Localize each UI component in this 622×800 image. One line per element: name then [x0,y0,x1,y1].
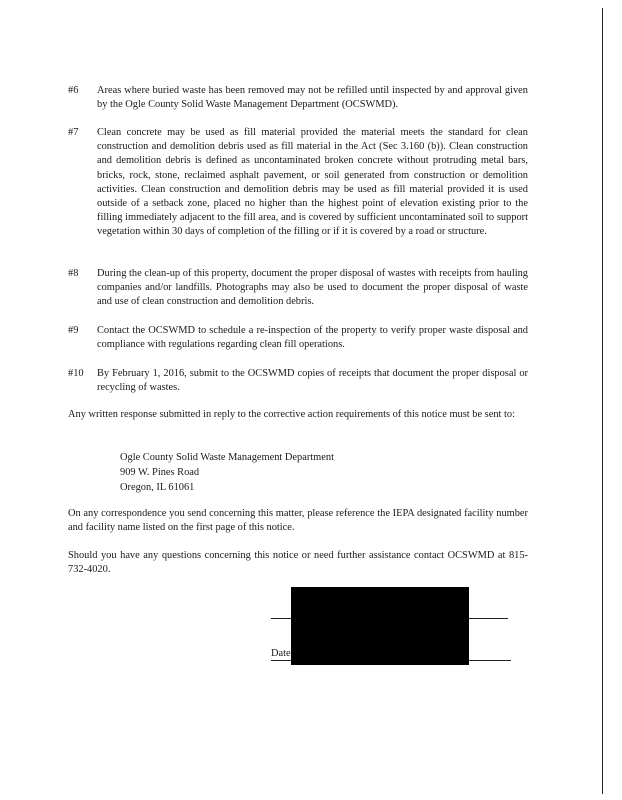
item-number: #7 [68,127,79,138]
response-note: Any written response submitted in reply to the corrective action requirements of this notice must be sent to: [68,409,515,420]
item-text: By February 1, 2016, submit to the OCSWMD copies of receipts that document the proper disposal or recycling of wastes. [97,368,528,394]
corrective-item-6 [68,84,528,112]
item-text: Clean concrete may be used as fill material provided the material meets the standard for clean construction and demolition debris used as fill material in the Act (Sec 3.160 (b)). Clean construction and demolition debris is defined as uncontaminated broken concrete without protruding metal bars, bricks, rock, stone, reclaimed asphalt pavement, or soil generated from construction or demolition activities. Clean construction and demolition debris may be used as fill material provided it is used outside of a setback zone, placed no higher than the highest point of elevation existing prior to the filling immediately adjacent to the fill area, and is covered by sufficient uncontaminated soil to support vegetation within 30 days of completion of the filling or if it is covered by a road or structure. [97,127,528,238]
corrective-item-8 [68,267,528,310]
item-text: During the clean-up of this property, document the proper disposal of wastes with receipts from hauling companies and/or landfills. Photographs may also be used to document the proper disposal of waste and use of clean construction and demolition debris. [97,268,529,308]
address-line-1: Ogle County Solid Waste Management Department [120,452,334,463]
corrective-item-7 [68,126,528,240]
address-line-2: 909 W. Pines Road [120,467,200,478]
correspondence-note: On any correspondence you send concerning this matter, please reference the IEPA designated facility number and facility name listed on the first page of this notice. [68,508,528,534]
item-text: Contact the OCSWMD to schedule a re-inspection of the property to verify proper waste disposal and compliance with regulations regarding clean fill operations. [97,325,528,351]
item-number: #10 [68,368,84,379]
page-edge-rule [602,8,603,794]
corrective-item-10 [68,367,528,395]
item-text: Areas where buried waste has been removed may not be refilled until inspected by and approval given by the Ogle County Solid Waste Management Department (OCSWMD). [97,85,528,111]
questions-note: Should you have any questions concerning this notice or need further assistance contact OCSWMD at 815-732-4020. [68,550,528,576]
date-label: Date [271,648,291,659]
item-number: #6 [68,85,79,96]
item-number: #8 [68,268,79,279]
address-line-3: Oregon, IL 61061 [120,482,195,493]
redaction-box [291,587,469,665]
item-number: #9 [68,325,79,336]
corrective-item-9 [68,324,528,352]
